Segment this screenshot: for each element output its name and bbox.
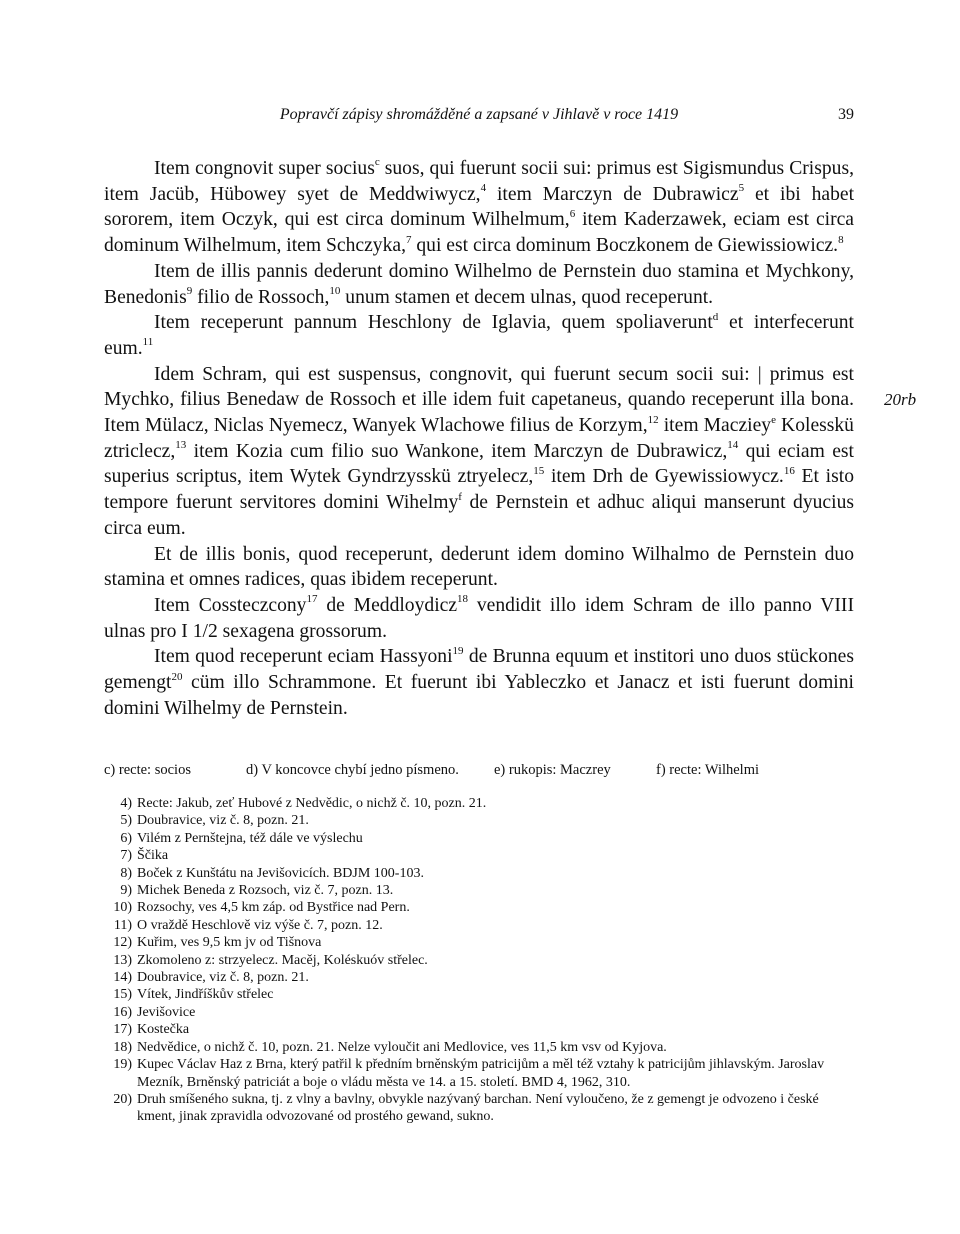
footnote [104,969,854,986]
note-reference: f [458,490,462,503]
footnote-number: 8) [120,865,132,881]
footnote-number: 18) [113,1039,132,1055]
footnote-number: 19) [113,1057,132,1073]
note-reference: 16 [783,464,795,477]
note-reference: 13 [175,439,187,452]
footnote [104,882,854,899]
text-run: qui eciam est superius scriptus, item Wytek Gyndrzysskü ztryelecz, [104,440,854,488]
text-run: Idem Schram, qui est suspensus, congnovit, qui fuerunt secum socii sui: | primus est Mychko, filius Benedaw de Rossoch et ille idem fuit capetaneus, quando receperunt illa bona. Item Mülacz, Niclas Nyemecz, Wanyek Wlachowe filius de Korzym, [104,363,854,437]
note-reference: 6 [569,207,576,220]
text-run: et ibi habet sororem, item Oczyk, qui est circa dominum Wilhelmum, [104,183,855,231]
footnote-text: Michek Beneda z Rozsoch, viz č. 7, pozn. 13. [137,883,394,899]
text-run: item Kozia cum filio suo Wankone, item Marczyn de Dubrawicz, [186,440,728,462]
note-reference: 19 [452,644,464,657]
paragraph [104,259,854,310]
text-run: et interfecerunt eum. [104,312,854,359]
footnote [104,1021,854,1038]
text-run: de Brunna equum et institori uno duos stückones gemengt [104,646,854,694]
footnote-text: Recte: Jakub, zeť Hubové z Nedvědic, o nichž č. 10, pozn. 21. [137,796,487,811]
footnote-number: 10) [113,900,132,916]
note-reference: 17 [306,593,318,606]
text-run: Item Cossteczcony [154,594,307,616]
footnote [104,795,854,812]
footnote [104,847,854,864]
textual-notes [104,760,864,780]
paragraph [104,156,854,259]
footnote [104,1091,854,1126]
edition-text [104,156,854,721]
footnote [104,917,854,934]
footnote [104,830,854,847]
text-run: suos, qui fuerunt socii sui: primus est Sigismundus Crispus, item Jacüb, Hübowey syet de Meddwiwycz, [104,158,854,205]
footnote-number: 15) [113,987,132,1003]
paragraph [104,310,854,361]
paragraph [104,644,854,721]
footnote [104,934,854,951]
text-run: qui est circa dominum Boczkonem de Giewissiowicz. [411,235,839,257]
footnote [104,1004,854,1021]
footnote-number: 17) [113,1022,132,1038]
footnote-text: Kupec Václav Haz z Brna, který patřil k předním brněnským patricijům a měl též vztahy k patricijům jihlavským. Jaroslav Mezník, Brněnský patriciát a boje o vládu města ve 14. a 15. století. BMD 4, 1962, 310. [137,1057,825,1090]
footnote-number: 20) [113,1091,132,1107]
footnote [104,899,854,916]
note-reference: 5 [738,182,745,195]
footnote-text: O vraždě Heschlově viz výše č. 7, pozn. 12. [137,917,383,933]
page-number: 39 [838,106,854,123]
footnote-number: 14) [113,970,132,986]
footnote-text: Ščika [137,848,169,864]
note-reference: 11 [142,336,154,349]
note-reference: 10 [329,284,341,297]
text-run: Item congnovit super socius [154,158,375,179]
note-reference: e [771,413,776,426]
text-run: unum stamen et decem ulnas, quod receperunt. [340,286,714,308]
text-run: item Kaderzawek, eciam est circa dominum Wilhelmum, item Schczyka, [104,209,854,257]
paragraph [104,542,854,593]
footnote-number: 5) [120,813,132,829]
note-reference: 7 [405,233,412,246]
text-run: item Drh de Gyewissiowycz. [544,466,784,488]
footnote-text: Nedvědice, o nichž č. 10, pozn. 21. Nelze vyloučit ani Medlovice, ves 11,5 km vsv od Kyjova. [137,1039,667,1055]
text-run: item Marczyn de Dubrawicz [486,183,739,205]
footnote-number: 9) [120,883,132,899]
note-reference: d [712,310,719,323]
text-run: Kolesskü ztriclecz, [104,415,854,462]
footnote [104,865,854,882]
note-reference: 20 [171,670,183,683]
text-run: Et isto tempore fuerunt servitores domini Wihelmy [104,466,854,514]
footnote-number: 7) [120,848,132,864]
text-run: de Pernstein et adhuc aliqui manserunt dyucius circa eum. [104,492,854,539]
text-run: Item de illis pannis dederunt domino Wilhelmo de Pernstein duo stamina et Mychkony, Benedonis [104,260,854,308]
textual-note-e: e) rukopis: Maczrey [494,762,611,778]
text-run: vendidit illo idem Schram de illo panno VIII ulnas pro I 1/2 sexagena grossorum. [104,594,854,642]
text-run: Et de illis bonis, quod receperunt, dederunt idem domino Wilhalmo de Pernstein duo stamina et omnes radices, quas ibidem receperunt. [104,543,854,591]
textual-note-d: d) V koncovce chybí jedno písmeno. [246,762,459,778]
footnote-text: Jevišovice [137,1004,196,1020]
footnote-text: Kuřim, ves 9,5 km jv od Tišnova [137,935,322,951]
text-run: cüm illo Schrammone. Et fuerunt ibi Yableczko et Janacz et isti fuerunt domini domini Wilhelmy de Pernstein. [104,672,854,719]
footnote-number: 6) [120,830,132,846]
textual-note-f: f) recte: Wilhelmi [656,762,760,778]
note-reference: 4 [480,182,487,195]
running-title: Popravčí zápisy shromážděné a zapsané v Jihlavě v roce 1419 [279,106,679,123]
footnote-text: Kostečka [137,1022,190,1038]
folio-margin-note: 20rb [884,390,917,409]
footnote-text: Druh smíšeného sukna, tj. z vlny a bavlny, obvykle nazývaný barchan. Není vyloučeno, že z gemengt je odvozeno i české kment, jinak zpravidla odvozované od prostého gewand, sukno. [137,1091,819,1125]
paragraph [104,593,854,644]
footnote-number: 11) [113,917,132,933]
note-reference: c [374,156,380,169]
page-header [104,106,854,130]
text-run: Item receperunt pannum Heschlony de Iglavia, quem spoliaverunt [154,312,713,334]
note-reference: 18 [457,593,469,606]
footnote-number: 12) [113,935,132,951]
footnote-text: Doubravice, viz č. 8, pozn. 21. [137,970,309,986]
text-run: item Macziey [658,415,772,437]
paragraph [104,362,854,542]
footnote-number: 16) [113,1004,132,1020]
footnotes [104,795,854,1126]
footnote [104,1039,854,1056]
note-reference: 12 [647,413,659,426]
footnote [104,986,854,1003]
footnote [104,1056,854,1091]
footnote [104,812,854,829]
note-reference: 9 [186,284,193,297]
footnote-text: Vilém z Pernštejna, též dále ve výslechu [137,830,363,846]
footnote-text: Doubravice, viz č. 8, pozn. 21. [137,813,309,829]
note-reference: 8 [838,233,844,246]
footnote-text: Vítek, Jindříškův střelec [137,987,274,1003]
footnote-number: 4) [120,796,132,811]
text-run: de Meddloydicz [317,594,458,616]
text-run: filio de Rossoch, [192,286,330,308]
footnote-text: Rozsochy, ves 4,5 km záp. od Bystřice nad Pern. [137,900,410,916]
note-reference: 14 [727,439,739,452]
text-run: Item quod receperunt eciam Hassyoni [154,646,453,668]
note-reference: 15 [533,464,545,477]
footnote-text: Zkomoleno z: strzyelecz. Macěj, Koléskuóv střelec. [137,952,428,968]
footnote-text: Boček z Kunštátu na Jevišovicích. BDJM 100-103. [137,865,424,881]
footnote [104,952,854,969]
footnote-number: 13) [113,952,132,968]
textual-note-c: c) recte: socios [104,762,191,778]
